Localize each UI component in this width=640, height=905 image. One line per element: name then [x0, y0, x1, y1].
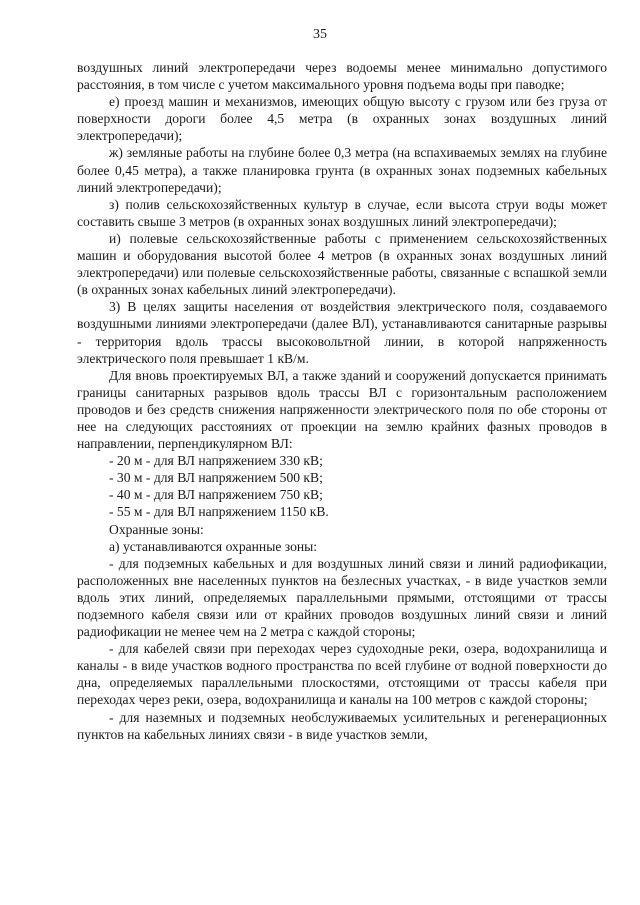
paragraph-amplifier-points: - для наземных и подземных необслуживаемых усилительных и регенерационных пунктов на кабельных линиях связи - в виде участков земли, [77, 709, 607, 742]
paragraph-item-z-irrigation: з) полив сельскохозяйственных культур в случае, если высота струи воды может составить свыше 3 метров (в охранных зонах воздушных линий электропередачи); [77, 196, 607, 229]
paragraph-river-crossings: - для кабелей связи при переходах через судоходные реки, озера, водохранилища и каналы - в виде участков водного пространства по всей глубине от водной поверхности до дна, определяемых параллельными плоскостями, отстоящими от трассы кабеля при переходах через реки, озера, водохранилища и каналы на 100 метров с каждой стороны; [77, 641, 607, 708]
list-item-500kv: - 30 м - для ВЛ напряжением 500 кВ; [109, 470, 323, 486]
page-number: 35 [313, 27, 327, 42]
paragraph-item-i-fieldwork: и) полевые сельскохозяйственные работы с применением сельскохозяйственных машин и оборудования высотой более 4 метров (в охранных зонах воздушных линий электропередачи) или полевые сельскохозяйственные работы, связанные с вспашкой земли (в охранных зонах кабельных линий электропередачи). [77, 230, 607, 298]
paragraph-item-e-vehicles: е) проезд машин и механизмов, имеющих общую высоту с грузом или без груза от поверхности дороги более 4,5 метра (в охранных зонах воздушных линий электропередачи); [77, 94, 607, 144]
paragraph-waterbody-clearance: воздушных линий электропередачи через водоемы менее минимально допустимого расстояния, в том числе с учетом максимального уровня подъема воды при паводке; [77, 60, 607, 93]
document-body [77, 59, 607, 743]
paragraph-item-a: а) устанавливаются охранные зоны: [109, 538, 318, 554]
list-item-330kv: - 20 м - для ВЛ напряжением 330 кВ; [109, 453, 323, 469]
paragraph-item-zh-earthworks: ж) земляные работы на глубине более 0,3 метра (на вспахиваемых землях на глубине более 0,45 метра), а также планировка грунта (в охранных зонах подземных кабельных линий электропередачи); [77, 145, 607, 195]
list-item-1150kv: - 55 м - для ВЛ напряжением 1150 кВ. [109, 504, 329, 520]
paragraph-sanitary-gaps: 3) В целях защиты населения от воздействия электрического поля, создаваемого воздушными линиями электропередачи (далее ВЛ), устанавливаются санитарные разрывы - территория вдоль трассы высоковольтной линии, в которой напряженность электрического поля превышает 1 кВ/м. [77, 299, 607, 366]
paragraph-underground-cables: - для подземных кабельных и для воздушных линий связи и линий радиофикации, расположенных вне населенных пунктов на безлесных участках, - в виде участков земли вдоль этих линий, определяемых параллельными прямыми, отстоящими от трассы подземного кабеля связи или от крайних проводов воздушных линий связи и линий радиофикации не менее чем на 2 метра с каждой стороны; [77, 555, 607, 640]
list-item-750kv: - 40 м - для ВЛ напряжением 750 кВ; [109, 487, 323, 503]
paragraph-new-lines: Для вновь проектируемых ВЛ, а также зданий и сооружений допускается принимать границы санитарных разрывов вдоль трассы ВЛ с горизонтальным расположением проводов и без средств снижения напряженности электрического поля по обе стороны от нее на следующих расстояниях от проекции на землю крайних фазных проводов в направлении, перпендикулярном ВЛ: [77, 367, 607, 452]
section-heading-protected-zones: Охранные зоны: [109, 521, 204, 537]
